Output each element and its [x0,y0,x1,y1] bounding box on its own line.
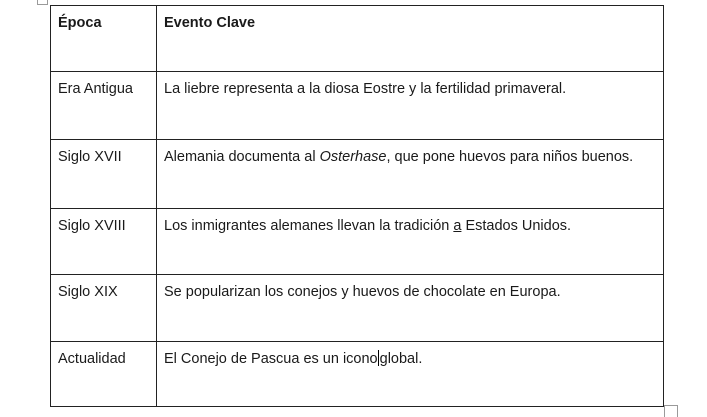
event-italic-term: Osterhase [319,149,387,165]
table-row [51,140,664,209]
event-cell[interactable] [157,342,664,407]
epoch-cell[interactable]: Siglo XIX [51,275,157,342]
header-cell-epoch[interactable]: Época [51,6,157,72]
epoch-cell[interactable]: Siglo XVII [51,140,157,209]
table-header-row [51,6,664,72]
table-row [51,209,664,275]
header-cell-event[interactable]: Evento Clave [157,6,664,72]
table-row [51,342,664,407]
event-cell[interactable] [157,209,664,275]
event-text: Alemania documenta al [164,149,320,165]
table-resize-handle[interactable] [664,405,678,417]
event-text: global. [379,351,423,367]
event-cell[interactable]: Se popularizan los conejos y huevos de chocolate en Europa. [157,275,664,342]
event-text: , que pone huevos para niños buenos. [386,149,634,165]
epoch-cell[interactable]: Siglo XVIII [51,209,157,275]
epoch-cell[interactable]: Era Antigua [51,72,157,140]
epoch-cell[interactable]: Actualidad [51,342,157,407]
event-cell[interactable]: La liebre representa a la diosa Eostre y la fertilidad primaveral. [157,72,664,140]
table-row [51,72,664,140]
event-text: Estados Unidos. [461,218,572,234]
event-cell[interactable] [157,140,664,209]
event-text: Los inmigrantes alemanes llevan la tradición [164,218,454,234]
document-table [50,5,664,407]
table-row [51,275,664,342]
event-text: El Conejo de Pascua es un icono [164,351,378,367]
table-move-handle[interactable] [37,0,48,5]
event-underlined-word: a [453,218,462,234]
